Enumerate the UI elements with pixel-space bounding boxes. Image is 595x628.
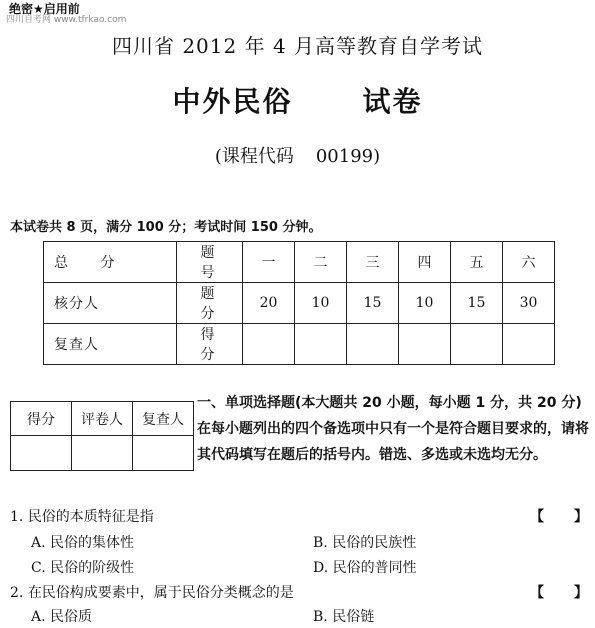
score-checker-label: 核分人 [44,283,177,324]
score-table-row [44,324,555,365]
bracket-open: 【 [530,585,544,601]
answer-bracket[interactable] [530,506,588,526]
total-score-label: 总 分 [44,242,177,283]
grader-reviewer-header: 复查人 [133,402,194,436]
question-number-header: 题 号 [177,242,243,283]
bracket-open: 【 [530,509,544,525]
question-number: 2. [10,585,24,601]
question-points-header: 题 分 [177,283,243,324]
option-d: D. 民俗的普同性 [313,560,417,576]
grader-marker-cell [72,436,133,471]
section-points: 10 [399,283,451,324]
exam-title: 四川省 2012 年 4 月高等教育自学考试 [111,34,484,58]
score-table-row [44,283,555,324]
score-table [43,241,555,365]
earned-score-header: 得 分 [177,324,243,365]
section-points: 10 [295,283,347,324]
question-text: 在民俗构成要素中，属于民俗分类概念的是 [27,585,294,601]
question-stem [10,582,294,602]
earned-score-cell [451,324,503,365]
question-number: 1. [10,509,24,525]
grader-score-header: 得分 [11,402,72,436]
section-points: 15 [347,283,399,324]
course-code-value: 00199) [315,146,381,167]
course-code [0,142,595,168]
earned-score-cell [399,324,451,365]
grader-reviewer-cell [133,436,194,471]
option-a: A. 民俗质 [31,609,93,625]
section-number: 二 [295,242,347,283]
earned-score-cell [243,324,295,365]
grader-table [10,401,194,471]
grader-table-row [11,436,194,471]
earned-score-cell [295,324,347,365]
reviewer-label: 复查人 [44,324,177,365]
bracket-close: 】 [574,585,588,601]
section-number: 三 [347,242,399,283]
question-text: 民俗的本质特征是指 [27,509,154,525]
section-points: 15 [451,283,503,324]
earned-score-cell [347,324,399,365]
question-stem [10,506,154,526]
watermark-text: 四川自考网 www.tfrkao.com [6,15,127,25]
section-number: 五 [451,242,503,283]
section-number: 一 [243,242,295,283]
section-points: 20 [243,283,295,324]
course-code-label: (课程代码 [214,146,294,167]
subject-name: 中外民俗 [172,85,293,118]
paper-label: 试卷 [362,85,423,118]
section-intro: 一、单项选择题(本大题共 20 小题，每小题 1 分，共 20 分)在每小题列出的四个备选项中只有一个是符合题目要求的，请将其代码填写在题后的括号内。错选、多选或未选均无分。 [197,395,589,463]
secret-mark: 绝密★启用前 [9,2,80,16]
section-number: 六 [503,242,555,283]
option-a: A. 民俗的集体性 [31,535,135,551]
section-points: 30 [503,283,555,324]
exam-info: 本试卷共 8 页，满分 100 分；考试时间 150 分钟。 [10,220,322,235]
grader-score-cell [11,436,72,471]
section-number: 四 [399,242,451,283]
answer-bracket[interactable] [530,582,588,602]
option-b: B. 民俗链 [313,609,375,625]
grader-table-row [11,402,194,436]
earned-score-cell [503,324,555,365]
score-table-row [44,242,555,283]
option-b: B. 民俗的民族性 [313,535,417,551]
grader-marker-header: 评卷人 [72,402,133,436]
bracket-close: 】 [574,509,588,525]
subject-title [0,80,595,120]
option-c: C. 民俗的阶级性 [31,560,135,576]
